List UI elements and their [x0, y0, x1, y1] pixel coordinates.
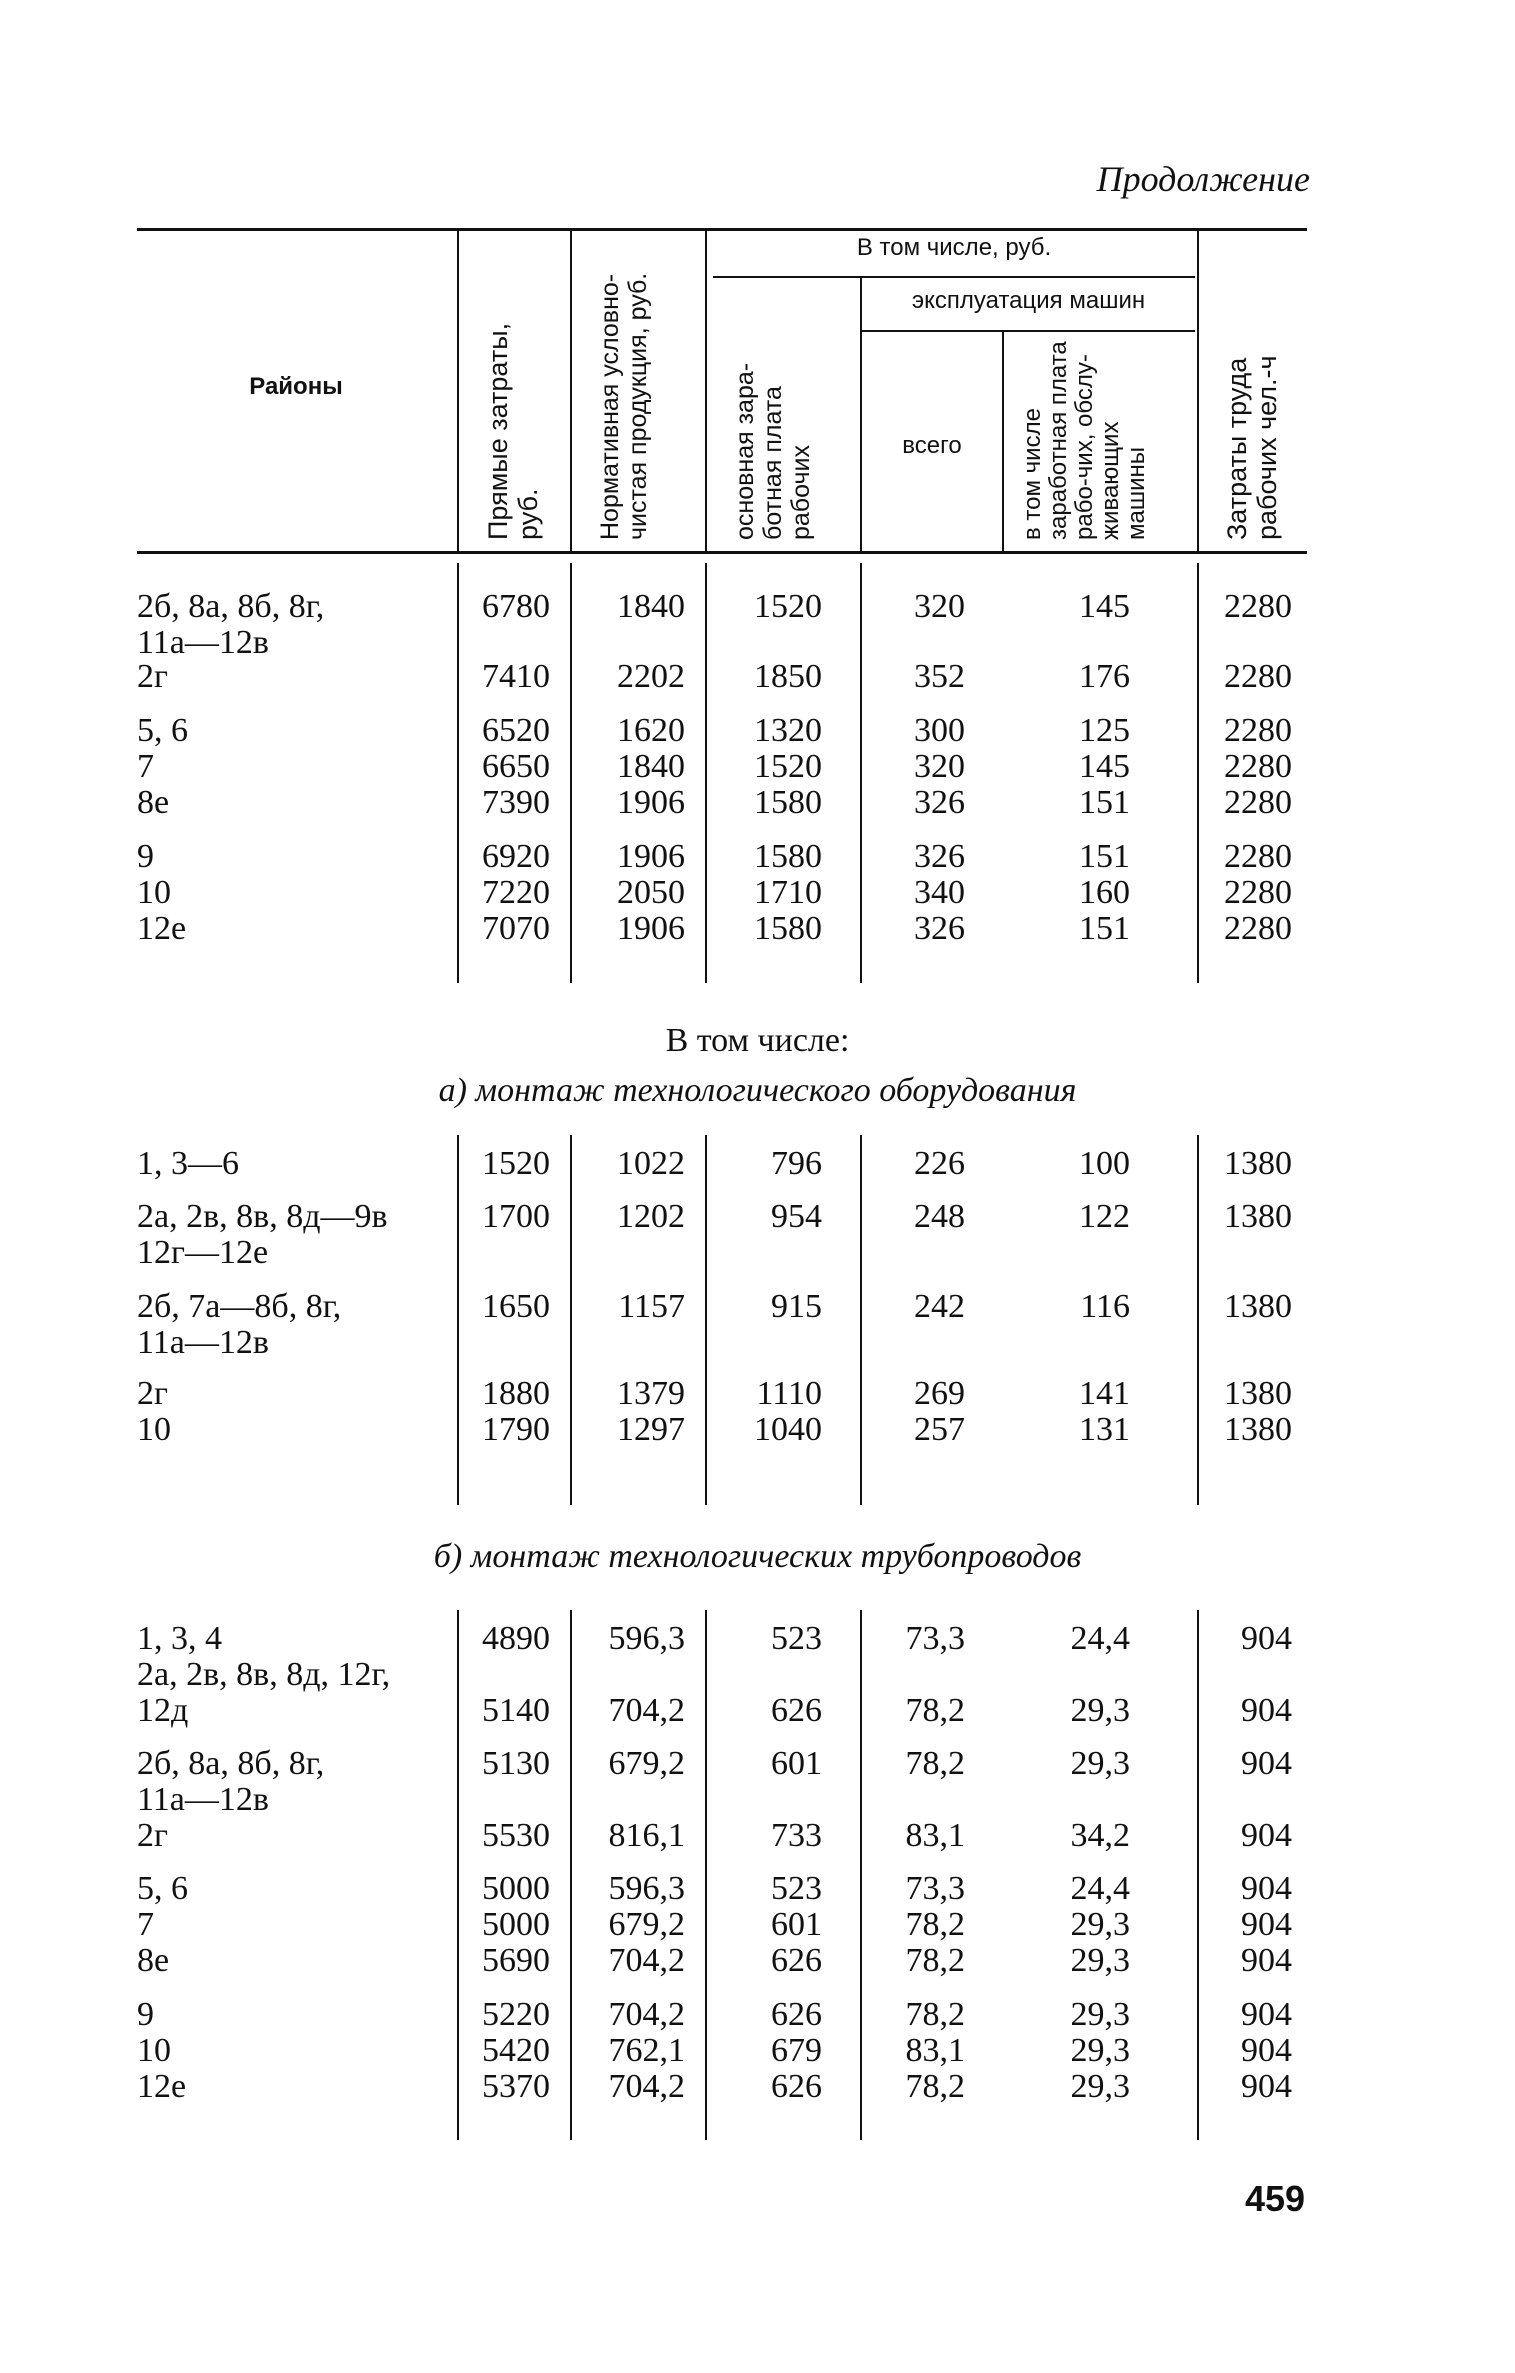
table-cell: 1850 — [754, 658, 822, 695]
table-cell: 326 — [914, 910, 965, 947]
table-row — [0, 2032, 1515, 2068]
table-cell: 2280 — [1224, 588, 1292, 625]
row-label: 2а, 2в, 8в, 8д—9в — [137, 1198, 388, 1235]
table-cell: 131 — [1079, 1411, 1130, 1448]
table-cell: 1880 — [482, 1375, 550, 1412]
row-label: 9 — [137, 838, 154, 875]
row-label: 10 — [137, 2032, 171, 2069]
table-cell: 226 — [914, 1145, 965, 1182]
header-wage-machine: в том числе заработная плата рабо-чих, обслу-живающих машины — [1019, 341, 1150, 540]
table-cell: 78,2 — [905, 1692, 965, 1729]
table-cell: 523 — [771, 1870, 822, 1907]
table-cell: 242 — [914, 1288, 965, 1325]
table-cell: 1580 — [754, 910, 822, 947]
header-top-rule — [137, 228, 1307, 231]
table-cell: 73,3 — [905, 1620, 965, 1657]
table-cell: 100 — [1079, 1145, 1130, 1182]
table-cell: 679,2 — [608, 1906, 685, 1943]
table-cell: 257 — [914, 1411, 965, 1448]
table-cell: 626 — [771, 2068, 822, 2105]
header-labor: Затраты труда рабочих чел.-ч — [1222, 355, 1282, 540]
table-cell: 73,3 — [905, 1870, 965, 1907]
table-cell: 904 — [1241, 1942, 1292, 1979]
table-cell: 5420 — [482, 2032, 550, 2069]
table-row — [0, 1906, 1515, 1942]
row-label: 5, 6 — [137, 1870, 188, 1907]
table-cell: 1620 — [617, 712, 685, 749]
table-cell: 1580 — [754, 784, 822, 821]
table-cell: 904 — [1241, 1996, 1292, 2033]
table-cell: 5000 — [482, 1906, 550, 1943]
table-cell: 78,2 — [905, 2068, 965, 2105]
row-label: 2г — [137, 658, 168, 695]
header-normative: Нормативная условно-чистая продукция, руб. — [596, 272, 652, 540]
table-cell: 904 — [1241, 2068, 1292, 2105]
row-label: 11а—12в — [137, 1781, 269, 1818]
section-a-title: а) монтаж технологического оборудования — [438, 1072, 1077, 1109]
table-cell: 160 — [1079, 874, 1130, 911]
table-cell: 29,3 — [1070, 2068, 1130, 2105]
header-direct-costs: Прямые затраты, руб. — [483, 322, 543, 540]
table-row — [0, 1656, 1515, 1692]
table-cell: 596,3 — [608, 1620, 685, 1657]
table-cell: 2050 — [617, 874, 685, 911]
table-cell: 83,1 — [905, 1817, 965, 1854]
hdr-col-sep — [1002, 332, 1004, 552]
table-cell: 151 — [1079, 784, 1130, 821]
section-b-title: б) монтаж технологических трубопроводов — [433, 1538, 1082, 1575]
table-cell: 904 — [1241, 1745, 1292, 1782]
table-cell: 626 — [771, 1692, 822, 1729]
header-bottom-rule — [137, 551, 1307, 554]
table-cell: 300 — [914, 712, 965, 749]
table-cell: 176 — [1079, 658, 1130, 695]
table-cell: 326 — [914, 838, 965, 875]
row-label: 10 — [137, 1411, 171, 1448]
table-cell: 601 — [771, 1906, 822, 1943]
table-cell: 1790 — [482, 1411, 550, 1448]
row-label: 11а—12в — [137, 1324, 269, 1361]
table-cell: 679,2 — [608, 1745, 685, 1782]
table-cell: 29,3 — [1070, 1906, 1130, 1943]
table-cell: 1380 — [1224, 1375, 1292, 1412]
row-label: 11а—12в — [137, 624, 269, 661]
table-cell: 5220 — [482, 1996, 550, 2033]
table-cell: 1380 — [1224, 1198, 1292, 1235]
table-cell: 1297 — [617, 1411, 685, 1448]
table-cell: 5370 — [482, 2068, 550, 2105]
table-cell: 596,3 — [608, 1870, 685, 1907]
continuation-label: Продолжение — [1096, 159, 1310, 199]
table-cell: 83,1 — [905, 2032, 965, 2069]
row-label: 5, 6 — [137, 712, 188, 749]
table-cell: 352 — [914, 658, 965, 695]
table-cell: 151 — [1079, 838, 1130, 875]
header-base-wage: основная зара-ботная плата рабочих — [731, 362, 815, 540]
table-cell: 7410 — [482, 658, 550, 695]
table-cell: 326 — [914, 784, 965, 821]
table-row — [0, 910, 1515, 946]
table-cell: 1022 — [617, 1145, 685, 1182]
table-cell: 34,2 — [1070, 1817, 1130, 1854]
table-cell: 145 — [1079, 588, 1130, 625]
header-machine-operation: эксплуатация машин — [911, 287, 1146, 314]
table-cell: 29,3 — [1070, 2032, 1130, 2069]
table-cell: 6650 — [482, 748, 550, 785]
table-cell: 1906 — [617, 838, 685, 875]
table-cell: 704,2 — [608, 1996, 685, 2033]
table-cell: 1580 — [754, 838, 822, 875]
table-row — [0, 874, 1515, 910]
table-cell: 29,3 — [1070, 1996, 1130, 2033]
table-row — [0, 1620, 1515, 1656]
table-cell: 116 — [1080, 1288, 1130, 1325]
table-cell: 24,4 — [1070, 1620, 1130, 1657]
row-label: 2а, 2в, 8в, 8д, 12г, — [137, 1656, 391, 1693]
table-cell: 29,3 — [1070, 1942, 1130, 1979]
row-label: 8е — [137, 1942, 170, 1979]
table-cell: 1520 — [754, 748, 822, 785]
table-cell: 2280 — [1224, 838, 1292, 875]
table-cell: 704,2 — [608, 2068, 685, 2105]
table-cell: 904 — [1241, 2032, 1292, 2069]
table-cell: 5130 — [482, 1745, 550, 1782]
table-cell: 320 — [914, 748, 965, 785]
table-cell: 1906 — [617, 784, 685, 821]
table-row — [0, 1781, 1515, 1817]
table-cell: 915 — [771, 1288, 822, 1325]
table-row — [0, 1145, 1515, 1181]
table-cell: 904 — [1241, 1817, 1292, 1854]
table-cell: 704,2 — [608, 1942, 685, 1979]
table-cell: 1157 — [618, 1288, 685, 1325]
table-cell: 1380 — [1224, 1411, 1292, 1448]
table-cell: 1320 — [754, 712, 822, 749]
row-label: 10 — [137, 874, 171, 911]
table-cell: 6520 — [482, 712, 550, 749]
hdr-col-sep — [860, 278, 862, 552]
table-row — [0, 588, 1515, 661]
row-label: 2б, 8а, 8б, 8г, — [137, 588, 325, 625]
table-row — [0, 2068, 1515, 2104]
header-rule-including — [713, 276, 1195, 278]
table-row — [0, 1288, 1515, 1361]
table-cell: 248 — [914, 1198, 965, 1235]
table-cell: 1380 — [1224, 1145, 1292, 1182]
table-cell: 7070 — [482, 910, 550, 947]
table-cell: 733 — [771, 1817, 822, 1854]
table-cell: 2280 — [1224, 874, 1292, 911]
hdr-col-sep — [705, 230, 707, 552]
header-rule-machines — [862, 330, 1195, 332]
table-cell: 24,4 — [1070, 1870, 1130, 1907]
table-cell: 269 — [914, 1375, 965, 1412]
row-label: 12г—12е — [137, 1234, 269, 1271]
table-cell: 2280 — [1224, 910, 1292, 947]
table-cell: 78,2 — [905, 1745, 965, 1782]
table-row — [0, 1996, 1515, 2032]
table-cell: 904 — [1241, 1906, 1292, 1943]
table-cell: 7220 — [482, 874, 550, 911]
table-cell: 1906 — [617, 910, 685, 947]
table-cell: 5690 — [482, 1942, 550, 1979]
table-cell: 5140 — [482, 1692, 550, 1729]
table-cell: 954 — [771, 1198, 822, 1235]
table-cell: 6920 — [482, 838, 550, 875]
page-number: 459 — [1245, 2178, 1306, 2219]
table-cell: 1700 — [482, 1198, 550, 1235]
table-cell: 1520 — [482, 1145, 550, 1182]
table-cell: 626 — [771, 1942, 822, 1979]
table-cell: 1110 — [756, 1375, 822, 1412]
table-cell: 2280 — [1224, 712, 1292, 749]
table-row — [0, 784, 1515, 820]
row-label: 1, 3—6 — [137, 1145, 239, 1182]
table-cell: 904 — [1241, 1870, 1292, 1907]
table-cell: 151 — [1079, 910, 1130, 947]
table-cell: 1710 — [754, 874, 822, 911]
table-cell: 796 — [771, 1145, 822, 1182]
table-cell: 523 — [771, 1620, 822, 1657]
table-cell: 904 — [1241, 1692, 1292, 1729]
table-cell: 5530 — [482, 1817, 550, 1854]
row-label: 12е — [137, 2068, 187, 2105]
table-cell: 2202 — [617, 658, 685, 695]
table-cell: 1520 — [754, 588, 822, 625]
table-cell: 679 — [771, 2032, 822, 2069]
table-cell: 1840 — [617, 748, 685, 785]
row-label: 12е — [137, 910, 187, 947]
table-cell: 762,1 — [608, 2032, 685, 2069]
row-label: 2б, 8а, 8б, 8г, — [137, 1745, 325, 1782]
table-row — [0, 712, 1515, 748]
table-row — [0, 748, 1515, 784]
table-cell: 1380 — [1224, 1288, 1292, 1325]
table-cell: 5000 — [482, 1870, 550, 1907]
table-cell: 2280 — [1224, 784, 1292, 821]
table-cell: 626 — [771, 1996, 822, 2033]
table-cell: 7390 — [482, 784, 550, 821]
table-cell: 29,3 — [1070, 1692, 1130, 1729]
table-cell: 904 — [1241, 1620, 1292, 1657]
table-cell: 1379 — [617, 1375, 685, 1412]
table-cell: 1202 — [617, 1198, 685, 1235]
table-row — [0, 1817, 1515, 1853]
table-cell: 125 — [1079, 712, 1130, 749]
table-cell: 78,2 — [905, 1906, 965, 1943]
table-row — [0, 1411, 1515, 1447]
row-label: 2б, 7а—8б, 8г, — [137, 1288, 342, 1325]
hdr-col-sep — [457, 230, 459, 552]
table-cell: 2280 — [1224, 748, 1292, 785]
table-cell: 340 — [914, 874, 965, 911]
header-total: всего — [902, 432, 962, 459]
table-row — [0, 1870, 1515, 1906]
row-label: 7 — [137, 748, 154, 785]
table-cell: 2280 — [1224, 658, 1292, 695]
table-cell: 1650 — [482, 1288, 550, 1325]
row-label: 2г — [137, 1817, 168, 1854]
table-cell: 141 — [1079, 1375, 1130, 1412]
table-row — [0, 1942, 1515, 1978]
row-label: 2г — [137, 1375, 168, 1412]
table-cell: 78,2 — [905, 1996, 965, 2033]
header-including: В том числе, руб. — [856, 234, 1052, 261]
row-label: 12д — [137, 1692, 189, 1729]
table-cell: 1040 — [754, 1411, 822, 1448]
row-label: 9 — [137, 1996, 154, 2033]
table-cell: 6780 — [482, 588, 550, 625]
table-cell: 4890 — [482, 1620, 550, 1657]
table-row — [0, 1198, 1515, 1271]
including-title: В том числе: — [665, 1022, 850, 1059]
table-cell: 122 — [1079, 1198, 1130, 1235]
table-cell: 320 — [914, 588, 965, 625]
table-cell: 29,3 — [1070, 1745, 1130, 1782]
table-row — [0, 1375, 1515, 1411]
table-cell: 816,1 — [608, 1817, 685, 1854]
row-label: 7 — [137, 1906, 154, 1943]
table-cell: 601 — [771, 1745, 822, 1782]
table-cell: 78,2 — [905, 1942, 965, 1979]
header-districts: Районы — [249, 373, 343, 400]
table-row — [0, 658, 1515, 694]
row-label: 1, 3, 4 — [137, 1620, 222, 1657]
table-cell: 704,2 — [608, 1692, 685, 1729]
hdr-col-sep — [570, 230, 572, 552]
table-row — [0, 838, 1515, 874]
table-row — [0, 1692, 1515, 1728]
table-cell: 145 — [1079, 748, 1130, 785]
table-cell: 1840 — [617, 588, 685, 625]
row-label: 8е — [137, 784, 170, 821]
table-row — [0, 1745, 1515, 1781]
hdr-col-sep — [1197, 230, 1199, 552]
